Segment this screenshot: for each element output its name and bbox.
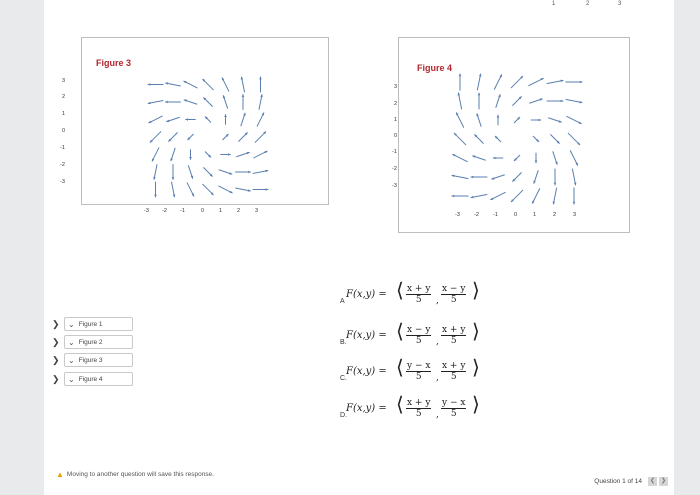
top-mark: 2 <box>586 1 590 7</box>
figure-3-arrow <box>235 171 251 174</box>
fraction-1 <box>406 284 431 305</box>
x-tick: 0 <box>514 212 518 218</box>
figure-4-arrow <box>451 195 468 198</box>
denominator: 5 <box>450 295 457 305</box>
figure-3-arrow <box>184 99 197 104</box>
figure-3-arrow <box>202 79 213 90</box>
comma: , <box>436 296 439 306</box>
x-tick: 1 <box>219 208 223 214</box>
option-c <box>340 355 500 389</box>
figure-3-arrow <box>166 117 179 122</box>
y-tick: 0 <box>62 128 66 134</box>
x-tick: 2 <box>553 212 557 218</box>
fraction-2 <box>441 284 466 305</box>
figure-4-arrow <box>572 169 576 186</box>
figure-3-arrow <box>238 132 247 141</box>
option-letter: B. <box>340 339 347 346</box>
figure-4-arrow <box>490 192 505 200</box>
numerator: x + y <box>407 284 431 294</box>
figure-4-arrow <box>528 78 543 86</box>
figure-3-arrow <box>218 186 232 193</box>
x-tick: 2 <box>237 208 241 214</box>
figure-3-arrow <box>165 82 180 86</box>
figure-3-arrow <box>241 113 246 126</box>
figure-select-3[interactable] <box>64 353 133 367</box>
x-tick: -3 <box>455 212 460 218</box>
figure-3-arrow <box>253 170 268 174</box>
y-tick: 0 <box>394 133 398 139</box>
numerator: x + y <box>407 398 431 408</box>
save-warning <box>56 470 214 479</box>
option-letter: A <box>340 298 345 305</box>
option-b <box>340 319 500 353</box>
figure-3-arrow <box>242 94 245 110</box>
previous-question-button[interactable]: ❮ <box>649 478 656 484</box>
chevron-down-icon: ⌄ <box>68 319 75 329</box>
figure-4-arrow <box>533 136 539 142</box>
figure-4-arrow <box>512 172 521 181</box>
y-tick: 2 <box>394 101 398 107</box>
figure-3-arrow <box>168 132 177 141</box>
figure-3-arrow <box>170 148 175 161</box>
figure-3-arrow <box>222 77 229 91</box>
numerator: x − y <box>442 284 466 294</box>
figure-4-arrow <box>496 94 501 107</box>
fraction-1 <box>406 361 431 382</box>
figure-select-2[interactable] <box>64 335 133 349</box>
question-page <box>44 0 674 495</box>
figure-4-arrow <box>459 73 462 90</box>
chevron-right-icon: ❯ <box>52 319 60 329</box>
figure-3-arrow <box>205 151 211 157</box>
chevron-down-icon: ⌄ <box>68 374 75 384</box>
figure-4-arrow <box>514 117 520 123</box>
figure-4-arrow <box>497 115 500 125</box>
figure-4-arrow <box>547 100 564 103</box>
right-angle-bracket: ⟩ <box>472 392 480 416</box>
figure-3-arrow <box>154 182 157 198</box>
figure-select-4[interactable] <box>64 372 133 386</box>
x-tick: 3 <box>255 208 259 214</box>
figure-3-arrow <box>205 116 211 122</box>
y-tick: 1 <box>394 117 398 123</box>
y-tick: 2 <box>62 94 66 100</box>
figure-3-arrow <box>259 94 263 109</box>
chevron-right-icon: ❯ <box>52 374 60 384</box>
select-value: Figure 1 <box>78 320 103 328</box>
chevron-down-icon: ⌄ <box>68 337 75 347</box>
figure-3-arrow <box>187 182 194 196</box>
figure-3-arrow <box>187 134 193 140</box>
comma: , <box>436 337 439 347</box>
numerator: x + y <box>442 325 466 335</box>
option-function: F(x,y) = <box>346 403 387 414</box>
left-angle-bracket: ⟨ <box>396 278 404 302</box>
denominator: 5 <box>415 336 422 346</box>
figure-4-arrow <box>570 150 578 165</box>
figure-4-arrow <box>511 76 523 88</box>
fraction-2 <box>441 361 466 382</box>
warning-icon: ▲ <box>56 470 64 479</box>
figure-3-arrow <box>148 100 163 104</box>
fraction-1 <box>406 398 431 419</box>
numerator: x + y <box>442 361 466 371</box>
x-tick: -2 <box>474 212 479 218</box>
figure-3-arrow <box>255 131 266 142</box>
option-a <box>340 278 500 312</box>
right-angle-bracket: ⟩ <box>472 278 480 302</box>
figure-3-title: Figure 3 <box>96 58 132 68</box>
chevron-right-icon: ❯ <box>52 337 60 347</box>
y-tick: -1 <box>60 145 65 151</box>
numerator: y − x <box>407 361 431 371</box>
figure-4-arrow <box>493 157 503 160</box>
fraction-2 <box>441 398 466 419</box>
figure-3-arrow <box>150 131 161 142</box>
chevron-down-icon: ⌄ <box>68 355 75 365</box>
figure-4-arrow <box>565 81 582 84</box>
figure-3-arrow <box>219 170 232 175</box>
figure-3-arrow <box>257 112 264 126</box>
comma: , <box>436 373 439 383</box>
figure-4-arrow <box>454 133 466 145</box>
figure-3-arrow <box>222 134 228 140</box>
figure-3-arrow <box>148 116 162 123</box>
figure-4-arrow <box>477 74 481 91</box>
top-mark: 3 <box>618 1 622 7</box>
figure-4-arrow <box>452 154 467 162</box>
denominator: 5 <box>415 372 422 382</box>
option-function: F(x,y) = <box>346 366 387 377</box>
figure-3-arrow <box>223 95 228 108</box>
figure-3-arrow <box>241 77 245 92</box>
option-function: F(x,y) = <box>346 289 387 300</box>
figure-4-arrow <box>535 153 538 163</box>
figure-4-arrow <box>550 134 559 143</box>
figure-3-arrow <box>235 188 250 192</box>
figure-4-arrow <box>478 93 481 110</box>
question-counter: Question 1 of 14 <box>594 478 642 485</box>
figure-4-arrow <box>511 190 523 202</box>
y-tick: -2 <box>392 166 397 172</box>
y-tick: -3 <box>392 183 397 189</box>
figure-3-arrow <box>202 184 213 195</box>
denominator: 5 <box>415 295 422 305</box>
select-value: Figure 2 <box>78 338 103 346</box>
fraction-1 <box>406 325 431 346</box>
x-tick: -2 <box>162 208 167 214</box>
figure-3-arrow <box>203 97 212 106</box>
comma: , <box>436 410 439 420</box>
figure-3-panel <box>81 37 329 205</box>
figure-3-arrow <box>253 151 267 158</box>
figure-4-arrow <box>512 96 521 105</box>
x-tick: -1 <box>493 212 498 218</box>
figure-4-arrow <box>547 80 564 84</box>
figure-4-arrow <box>472 155 485 160</box>
figure-3-arrow <box>236 152 249 157</box>
figure-4-arrow <box>566 99 583 103</box>
figure-3-arrow <box>185 118 195 121</box>
top-mark: 1 <box>552 1 556 7</box>
option-letter: D. <box>340 412 347 419</box>
y-tick: 3 <box>394 84 398 90</box>
top-marks <box>44 0 674 12</box>
figure-4-arrow <box>532 188 540 203</box>
figure-3-arrow <box>172 164 175 180</box>
y-tick: 1 <box>62 111 66 117</box>
figure-4-arrow <box>452 175 469 179</box>
y-tick: -1 <box>392 149 397 155</box>
figure-4-arrow <box>533 170 538 183</box>
match-row-4 <box>52 372 133 386</box>
x-tick: -3 <box>144 208 149 214</box>
denominator: 5 <box>450 409 457 419</box>
figure-4-arrow <box>476 113 481 126</box>
figure-4-arrow <box>471 194 488 198</box>
figure-3-arrow <box>188 165 193 178</box>
figure-3-arrow <box>171 182 175 197</box>
question-navigation <box>594 477 668 486</box>
figure-3-arrow <box>220 153 230 156</box>
y-tick: -3 <box>60 179 65 185</box>
next-question-button[interactable]: ❯ <box>660 478 667 484</box>
option-letter: C. <box>340 375 347 382</box>
right-angle-bracket: ⟩ <box>472 355 480 379</box>
figure-4-title: Figure 4 <box>417 63 453 73</box>
figure-4-arrow <box>529 98 542 103</box>
figure-4-arrow <box>491 175 504 180</box>
left-angle-bracket: ⟨ <box>396 319 404 343</box>
x-tick: 0 <box>201 208 205 214</box>
figure-3-arrow <box>203 167 212 176</box>
figure-4-arrow <box>458 93 462 110</box>
figure-4-arrow <box>548 118 561 123</box>
match-row-3 <box>52 353 133 367</box>
match-row-1 <box>52 317 133 331</box>
figure-4-arrow <box>573 187 576 204</box>
figure-4-arrow <box>568 133 580 145</box>
left-angle-bracket: ⟨ <box>396 355 404 379</box>
figure-3-arrow <box>148 83 164 86</box>
denominator: 5 <box>450 372 457 382</box>
figure-3-arrow <box>253 188 269 191</box>
figure-4-arrow <box>554 169 557 186</box>
figure-4-arrow <box>531 119 541 122</box>
numerator: y − x <box>442 398 466 408</box>
fraction-2 <box>441 325 466 346</box>
chevron-right-icon: ❯ <box>52 355 60 365</box>
right-angle-bracket: ⟩ <box>472 319 480 343</box>
figure-4-arrow <box>474 134 483 143</box>
figure-3-arrow <box>259 77 262 93</box>
figure-3-arrow <box>183 81 197 88</box>
figure-4-arrow <box>456 112 464 127</box>
left-angle-bracket: ⟨ <box>396 392 404 416</box>
option-d <box>340 392 500 426</box>
figure-3-arrow <box>165 101 181 104</box>
figure-4-arrow <box>495 136 501 142</box>
figure-4-arrow <box>494 74 502 89</box>
figure-4-arrow <box>553 188 557 205</box>
figure-4-arrow <box>514 155 520 161</box>
warning-text: Moving to another question will save this response. <box>66 471 214 478</box>
y-tick: 3 <box>62 78 66 84</box>
figure-4-arrow <box>471 176 488 179</box>
figure-select-1[interactable] <box>64 317 133 331</box>
x-tick: -1 <box>180 208 185 214</box>
select-value: Figure 4 <box>78 375 103 383</box>
denominator: 5 <box>415 409 422 419</box>
figure-3-arrow <box>153 164 157 179</box>
x-tick: 3 <box>573 212 577 218</box>
select-value: Figure 3 <box>78 356 103 364</box>
figure-3-arrow <box>224 114 227 124</box>
y-tick: -2 <box>60 162 65 168</box>
x-tick: 1 <box>533 212 537 218</box>
figure-4-panel <box>398 37 630 233</box>
denominator: 5 <box>450 336 457 346</box>
numerator: x − y <box>407 325 431 335</box>
figure-4-arrow <box>553 151 558 164</box>
match-row-2 <box>52 335 133 349</box>
figure-4-arrow <box>566 116 581 124</box>
option-function: F(x,y) = <box>346 330 387 341</box>
figure-3-arrow <box>152 147 159 161</box>
figure-3-arrow <box>189 149 192 159</box>
